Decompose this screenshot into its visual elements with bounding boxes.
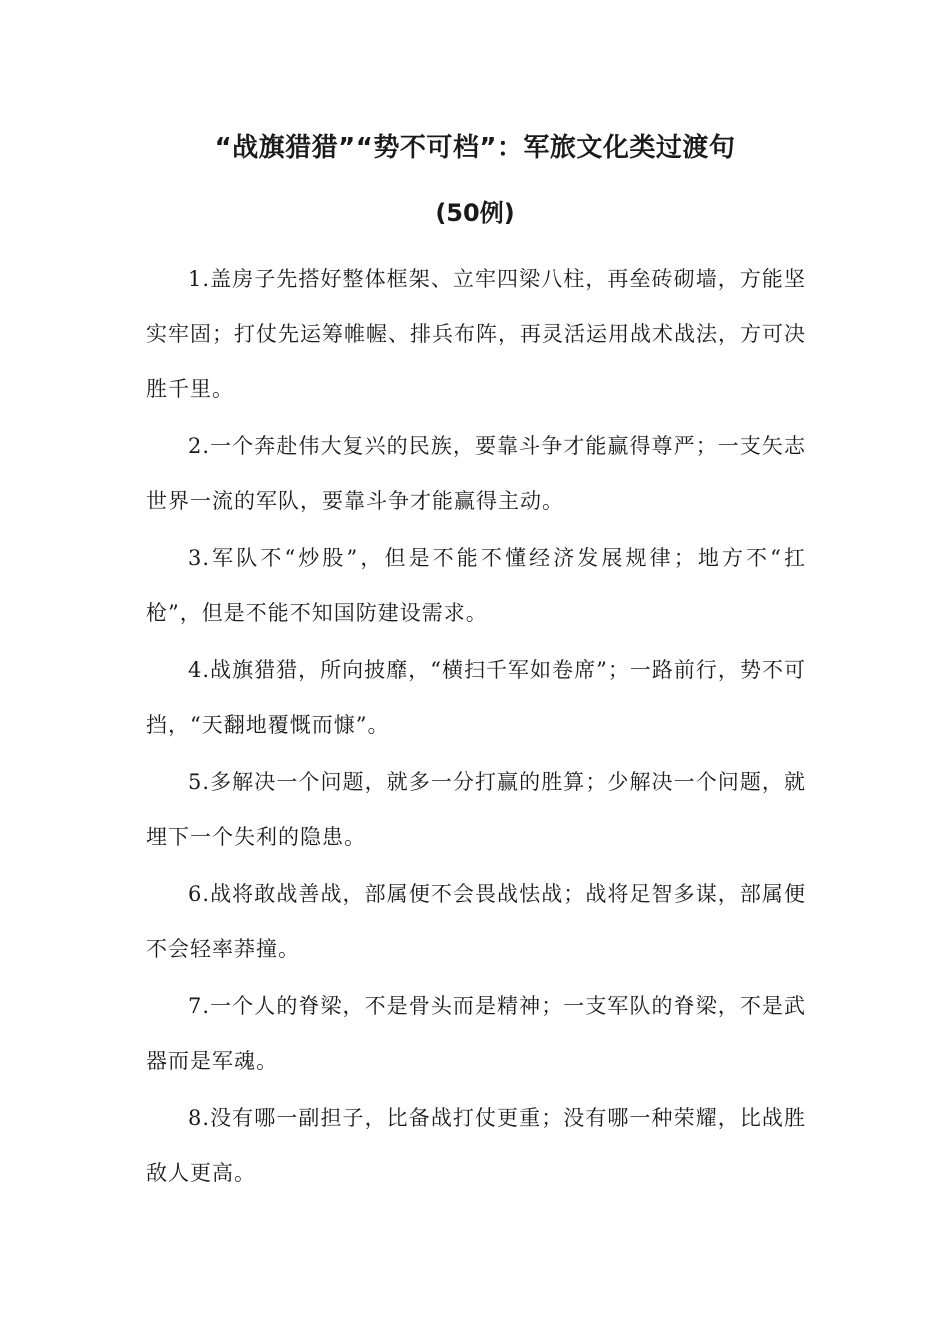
document-subtitle: (50例) [435,199,515,227]
paragraph-3: 3.军队不“炒股”，但是不能不懂经济发展规律；地方不“扛枪”，但是不能不知国防建设需求。 [146,546,806,625]
document-body [146,252,806,1203]
document-title: “战旗猎猎”“势不可档”：军旅文化类过渡句 [214,133,736,163]
paragraph-5: 5.多解决一个问题，就多一分打赢的胜算；少解决一个问题，就埋下一个失利的隐患。 [146,770,806,849]
paragraph-8: 8.没有哪一副担子，比备战打仗更重；没有哪一种荣耀，比战胜敌人更高。 [146,1106,806,1185]
paragraph-7: 7.一个人的脊梁，不是骨头而是精神；一支军队的脊梁，不是武器而是军魂。 [146,994,806,1073]
paragraph-1: 1.盖房子先搭好整体框架、立牢四梁八柱，再垒砖砌墙，方能坚实牢固；打仗先运筹帷幄、排兵布阵，再灵活运用战术战法，方可决胜千里。 [146,267,806,401]
paragraph-2: 2.一个奔赴伟大复兴的民族，要靠斗争才能赢得尊严；一支矢志世界一流的军队，要靠斗争才能赢得主动。 [146,434,806,513]
paragraph-4: 4.战旗猎猎，所向披靡，“横扫千军如卷席”；一路前行，势不可挡，“天翻地覆慨而慷”。 [146,658,806,737]
paragraph-6: 6.战将敢战善战，部属便不会畏战怯战；战将足智多谋，部属便不会轻率莽撞。 [146,882,806,961]
